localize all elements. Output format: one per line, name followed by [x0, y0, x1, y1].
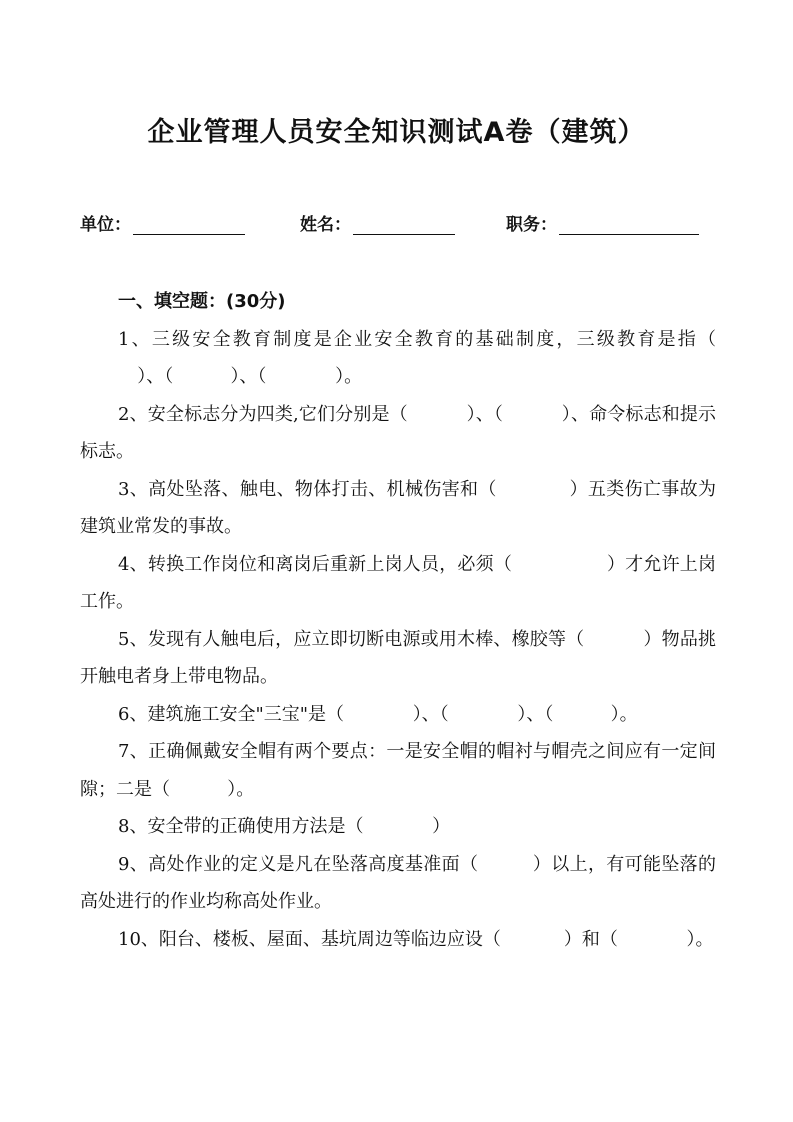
question-10: 10、阳台、楼板、屋面、基坑周边等临边应设（ ）和（ ）。 — [118, 928, 714, 950]
unit-blank[interactable] — [133, 214, 245, 235]
name-label: 姓名： — [300, 215, 351, 235]
page-title: 企业管理人员安全知识测试A卷（建筑） — [147, 117, 646, 148]
question-5: 5、发现有人触电后，应立即切断电源或用木棒、橡胶等（ ）物品挑开触电者身上带电物品。 — [80, 628, 717, 687]
position-blank[interactable] — [559, 214, 699, 235]
section-heading: 一、填空题：(30分) — [118, 291, 286, 312]
question-2: 2、安全标志分为四类,它们分别是（ ）、（ ）、命令标志和提示标志。 — [80, 403, 717, 462]
question-6: 6、建筑施工安全"三宝"是（ ）、（ ）、（ ）。 — [118, 703, 638, 725]
question-9: 9、高处作业的定义是凡在坠落高度基准面（ ）以上，有可能坠落的高处进行的作业均称高处作业。 — [80, 853, 717, 912]
question-7: 7、正确佩戴安全帽有两个要点：一是安全帽的帽衬与帽壳之间应有一定间隙；二是（ ）。 — [80, 741, 716, 800]
name-blank[interactable] — [353, 214, 455, 235]
exam-content — [80, 283, 716, 958]
question-4: 4、转换工作岗位和离岗后重新上岗人员，必须（ ）才允许上岗工作。 — [80, 553, 717, 612]
info-fields — [80, 210, 720, 238]
unit-field[interactable] — [80, 210, 245, 235]
question-3: 3、高处坠落、触电、物体打击、机械伤害和（ ）五类伤亡事故为建筑业常发的事故。 — [80, 478, 716, 537]
question-8: 8、安全带的正确使用方法是（ ） — [118, 816, 451, 837]
position-field[interactable] — [506, 210, 699, 235]
question-1: 1、三级安全教育制度是企业安全教育的基础制度，三级教育是指（ ）、（ ）、（ ）。 — [118, 328, 716, 387]
unit-label: 单位： — [80, 215, 131, 235]
name-field[interactable] — [300, 210, 455, 235]
position-label: 职务： — [506, 215, 557, 235]
